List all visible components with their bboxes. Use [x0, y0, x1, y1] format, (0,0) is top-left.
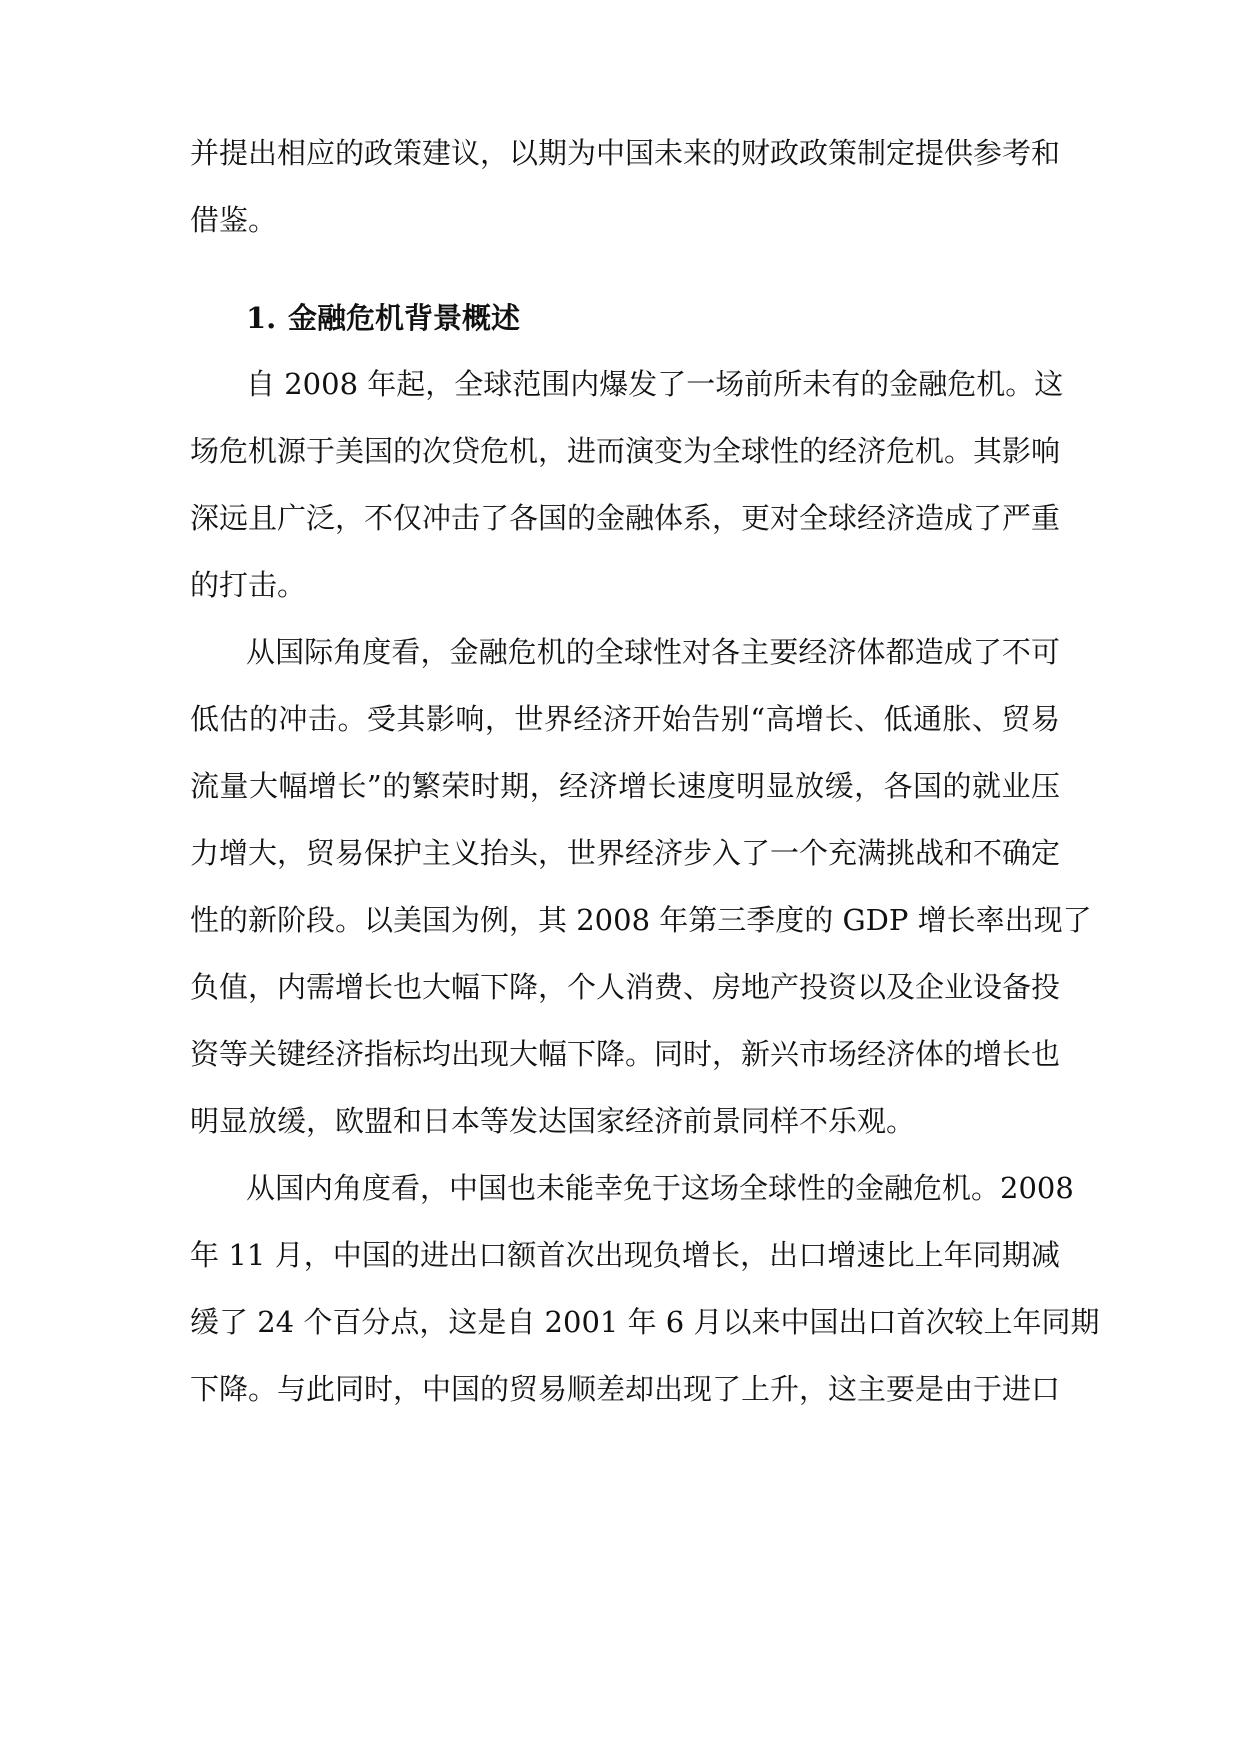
paragraph-1-line-3: 深远且广泛，不仅冲击了各国的金融体系，更对全球经济造成了严重 [190, 501, 1061, 535]
paragraph-2-line-6: 负值，内需增长也大幅下降，个人消费、房地产投资以及企业设备投 [190, 970, 1061, 1004]
paragraph-2-line-3: 流量大幅增长”的繁荣时期，经济增长速度明显放缓，各国的就业压 [190, 769, 1060, 803]
paragraph-2-line-2: 低估的冲击。受其影响，世界经济开始告别“高增长、低通胀、贸易 [190, 702, 1060, 736]
paragraph-2-line-8: 明显放缓，欧盟和日本等发达国家经济前景同样不乐观。 [190, 1104, 916, 1138]
paragraph-1-line-4: 的打击。 [190, 568, 307, 602]
section-title: 金融危机背景概述 [288, 301, 521, 335]
section-number: 1. [246, 301, 277, 335]
paragraph-2-line-4: 力增大，贸易保护主义抬头，世界经济步入了一个充满挑战和不确定 [190, 836, 1061, 870]
paragraph-3-line-1: 从国内角度看，中国也未能幸免于这场全球性的金融危机。2008 [246, 1171, 1074, 1205]
section-heading [246, 298, 520, 338]
paragraph-3-line-3: 缓了 24 个百分点，这是自 2001 年 6 月以来中国出口首次较上年同期 [190, 1305, 1100, 1339]
paragraph-2-line-7: 资等关键经济指标均出现大幅下降。同时，新兴市场经济体的增长也 [190, 1037, 1061, 1071]
paragraph-3-line-4: 下降。与此同时，中国的贸易顺差却出现了上升，这主要是由于进口 [190, 1372, 1061, 1406]
paragraph-2-line-5: 性的新阶段。以美国为例，其 2008 年第三季度的 GDP 增长率出现了 [190, 903, 1092, 937]
paragraph-1-line-1: 自 2008 年起，全球范围内爆发了一场前所未有的金融危机。这 [246, 367, 1064, 401]
paragraph-3-line-2: 年 11 月，中国的进出口额首次出现负增长，出口增速比上年同期减 [190, 1238, 1060, 1272]
paragraph-2-line-1: 从国际角度看，金融危机的全球性对各主要经济体都造成了不可 [246, 635, 1060, 669]
intro-line-1: 并提出相应的政策建议，以期为中国未来的财政政策制定提供参考和 [190, 136, 1061, 170]
paragraph-1-line-2: 场危机源于美国的次贷危机，进而演变为全球性的经济危机。其影响 [190, 434, 1061, 468]
intro-line-2: 借鉴。 [190, 203, 278, 237]
